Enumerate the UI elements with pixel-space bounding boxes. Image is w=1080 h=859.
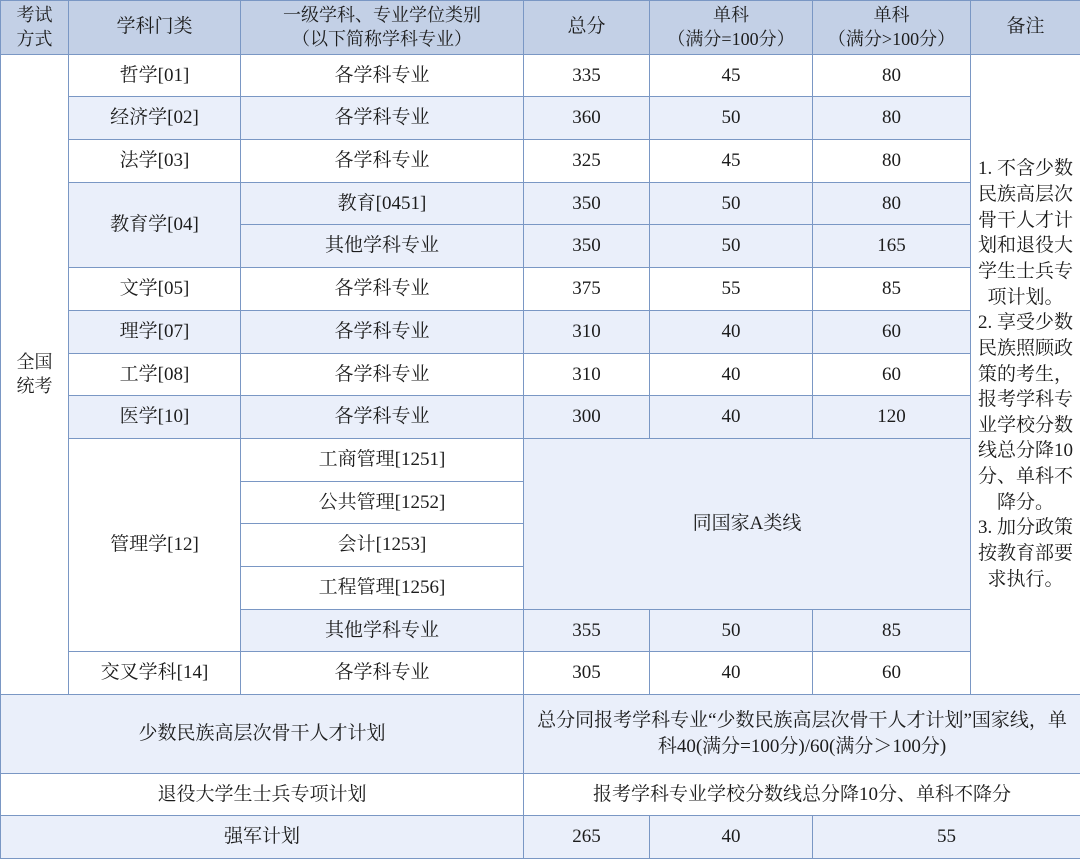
cell-total: 355 — [524, 609, 650, 652]
header-single-over-100-line2: （满分>100分） — [827, 29, 956, 50]
cell-major: 各学科专业 — [241, 268, 524, 311]
cell-single-100: 50 — [650, 609, 813, 652]
cell-major: 工程管理[1256] — [241, 567, 524, 610]
cell-minority-plan-value: 总分同报考学科专业“少数民族高层次骨干人才计划”国家线，单科40(满分=100分)/60(满分＞100分) — [524, 695, 1080, 773]
table-row-special-plan — [1, 695, 1080, 773]
cell-major: 其他学科专业 — [241, 225, 524, 268]
note-paragraph-3: 3. 加分政策按教育部要求执行。 — [977, 517, 1073, 590]
cell-category: 哲学[01] — [69, 54, 241, 97]
cell-single-over-100: 120 — [813, 396, 971, 439]
header-row — [1, 1, 1080, 55]
cell-single-100: 40 — [650, 353, 813, 396]
table-row — [1, 652, 1080, 695]
cell-veteran-plan-label: 退役大学生士兵专项计划 — [1, 773, 524, 816]
cell-total: 310 — [524, 353, 650, 396]
header-total-score: 总分 — [524, 1, 650, 55]
note-paragraph-1: 1. 不含少数民族高层次骨干人才计划和退役大学生士兵专项计划。 — [977, 158, 1073, 308]
header-major-line1: 一级学科、专业学位类别 — [283, 5, 481, 25]
cell-military-single-over-100: 55 — [813, 816, 1080, 859]
cell-total: 360 — [524, 97, 650, 140]
table-row — [1, 353, 1080, 396]
cell-single-over-100: 85 — [813, 609, 971, 652]
header-single-100-line1: 单科 — [713, 5, 749, 25]
cell-single-100: 50 — [650, 182, 813, 225]
header-major-line2: （以下简称学科专业） — [292, 29, 472, 50]
header-exam-method — [1, 1, 69, 55]
cell-total: 350 — [524, 225, 650, 268]
cell-single-over-100: 60 — [813, 652, 971, 695]
cell-category: 交叉学科[14] — [69, 652, 241, 695]
cell-total: 305 — [524, 652, 650, 695]
cell-single-over-100: 80 — [813, 97, 971, 140]
header-major — [241, 1, 524, 55]
cell-single-100: 45 — [650, 140, 813, 183]
cell-single-over-100: 85 — [813, 268, 971, 311]
table-body — [1, 54, 1080, 858]
table-row — [1, 396, 1080, 439]
cell-category: 教育学[04] — [69, 182, 241, 267]
table-row-military-plan — [1, 816, 1080, 859]
cell-major: 工商管理[1251] — [241, 438, 524, 481]
header-single-over-100-line1: 单科 — [873, 5, 910, 25]
cell-single-over-100: 60 — [813, 310, 971, 353]
cell-single-100: 40 — [650, 652, 813, 695]
table-row — [1, 97, 1080, 140]
table-header — [1, 1, 1080, 55]
cell-major: 其他学科专业 — [241, 609, 524, 652]
cell-major: 各学科专业 — [241, 97, 524, 140]
header-exam-method-line2: 方式 — [16, 29, 53, 50]
cell-single-100: 40 — [650, 310, 813, 353]
cell-total: 350 — [524, 182, 650, 225]
cell-single-100: 40 — [650, 396, 813, 439]
cell-exam-method — [1, 54, 69, 695]
cell-major: 各学科专业 — [241, 353, 524, 396]
table-row — [1, 268, 1080, 311]
cell-total: 335 — [524, 54, 650, 97]
cell-category: 文学[05] — [69, 268, 241, 311]
cell-same-as-national-a: 同国家A类线 — [524, 438, 971, 609]
table-row — [1, 310, 1080, 353]
cell-single-over-100: 165 — [813, 225, 971, 268]
cell-single-100: 45 — [650, 54, 813, 97]
cell-single-100: 50 — [650, 225, 813, 268]
cell-military-single-100: 40 — [650, 816, 813, 859]
cell-single-over-100: 80 — [813, 54, 971, 97]
table-row — [1, 54, 1080, 97]
table-row-veteran-plan — [1, 773, 1080, 816]
cell-single-100: 50 — [650, 97, 813, 140]
header-exam-method-line1: 考试 — [16, 5, 53, 25]
header-category: 学科门类 — [69, 1, 241, 55]
cell-military-total: 265 — [524, 816, 650, 859]
cell-major: 各学科专业 — [241, 396, 524, 439]
cell-category: 工学[08] — [69, 353, 241, 396]
cell-total: 375 — [524, 268, 650, 311]
cell-category: 理学[07] — [69, 310, 241, 353]
cell-major: 各学科专业 — [241, 310, 524, 353]
cell-single-over-100: 80 — [813, 140, 971, 183]
cell-total: 300 — [524, 396, 650, 439]
cell-major: 各学科专业 — [241, 652, 524, 695]
cell-category: 管理学[12] — [69, 438, 241, 652]
exam-method-line1: 全国 — [16, 352, 53, 373]
cell-major: 各学科专业 — [241, 54, 524, 97]
cell-military-plan-label: 强军计划 — [1, 816, 524, 859]
cell-category: 医学[10] — [69, 396, 241, 439]
table-row — [1, 438, 1080, 481]
table-row — [1, 182, 1080, 225]
cell-single-over-100: 60 — [813, 353, 971, 396]
cell-major: 会计[1253] — [241, 524, 524, 567]
cell-single-100: 55 — [650, 268, 813, 311]
cell-total: 325 — [524, 140, 650, 183]
cell-minority-plan-label: 少数民族高层次骨干人才计划 — [1, 695, 524, 773]
cell-major: 教育[0451] — [241, 182, 524, 225]
cell-major: 各学科专业 — [241, 140, 524, 183]
header-single-100 — [650, 1, 813, 55]
header-single-over-100 — [813, 1, 971, 55]
cell-veteran-plan-value: 报考学科专业学校分数线总分降10分、单科不降分 — [524, 773, 1080, 816]
cell-category: 经济学[02] — [69, 97, 241, 140]
header-single-100-line2: （满分=100分） — [667, 29, 795, 50]
header-note: 备注 — [971, 1, 1080, 55]
note-paragraph-2: 2. 享受少数民族照顾政策的考生，报考学科专业学校分数线总分降10分、单科不降分。 — [977, 312, 1073, 513]
table-row — [1, 140, 1080, 183]
cell-note — [971, 54, 1080, 695]
exam-method-line2: 统考 — [16, 376, 53, 397]
cell-single-over-100: 80 — [813, 182, 971, 225]
cell-total: 310 — [524, 310, 650, 353]
cell-major: 公共管理[1252] — [241, 481, 524, 524]
cell-category: 法学[03] — [69, 140, 241, 183]
